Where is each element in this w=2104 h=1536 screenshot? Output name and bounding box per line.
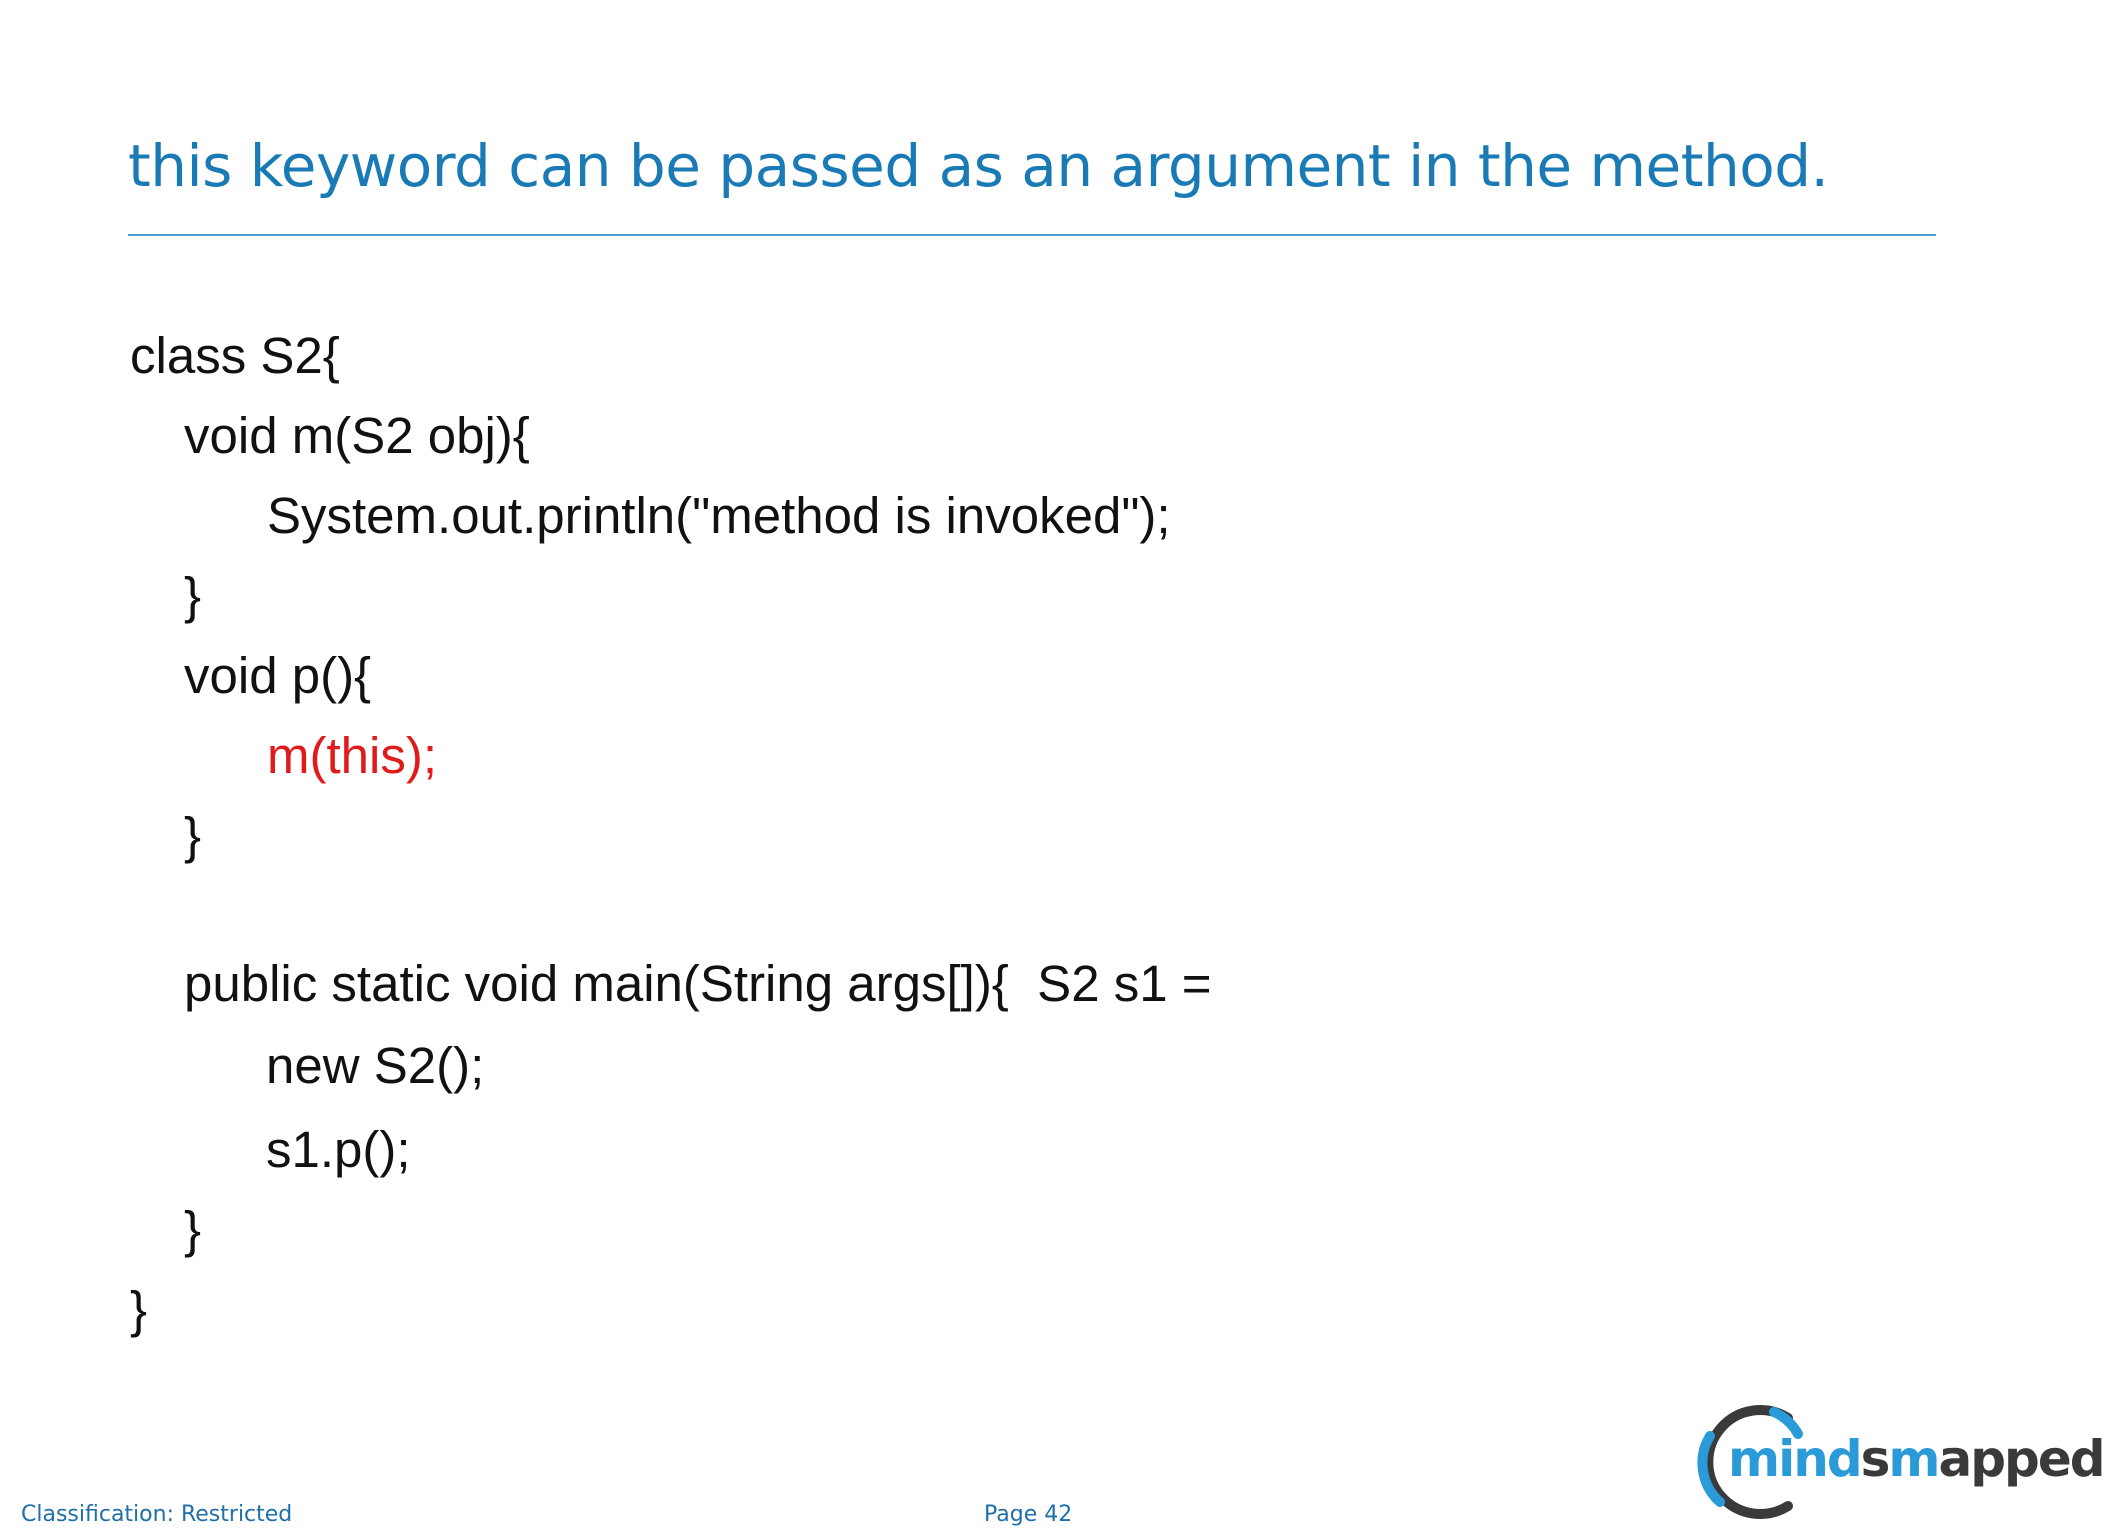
code-line-close-brace: } [130,1281,148,1338]
page-number: Page 42 [984,1502,1073,1527]
footer-classification: Classification: Restricted [21,1502,293,1527]
slide-title: this keyword can be passed as an argument in the method. [128,132,1829,200]
code-line-method-call: s1.p(); [266,1121,411,1178]
code-line-new-instance: new S2(); [266,1037,485,1094]
mindsmapped-logo [1690,1400,2104,1524]
title-divider [128,234,1936,236]
code-line-close-brace: } [184,1201,202,1258]
code-line-close-brace: } [184,807,202,864]
code-line-main-signature: public static void main(String args[]){ S2 s1 = [184,955,1212,1012]
logo-wordmark: mindsmapped [1728,1430,2104,1488]
code-line-method-m-signature: void m(S2 obj){ [184,407,530,464]
code-line-highlighted-call: m(this); [267,727,437,784]
code-line-println: System.out.println("method is invoked"); [267,487,1171,544]
code-line-method-p-signature: void p(){ [184,647,372,704]
code-line-close-brace: } [184,567,202,624]
code-line-class-declaration: class S2{ [130,327,340,384]
